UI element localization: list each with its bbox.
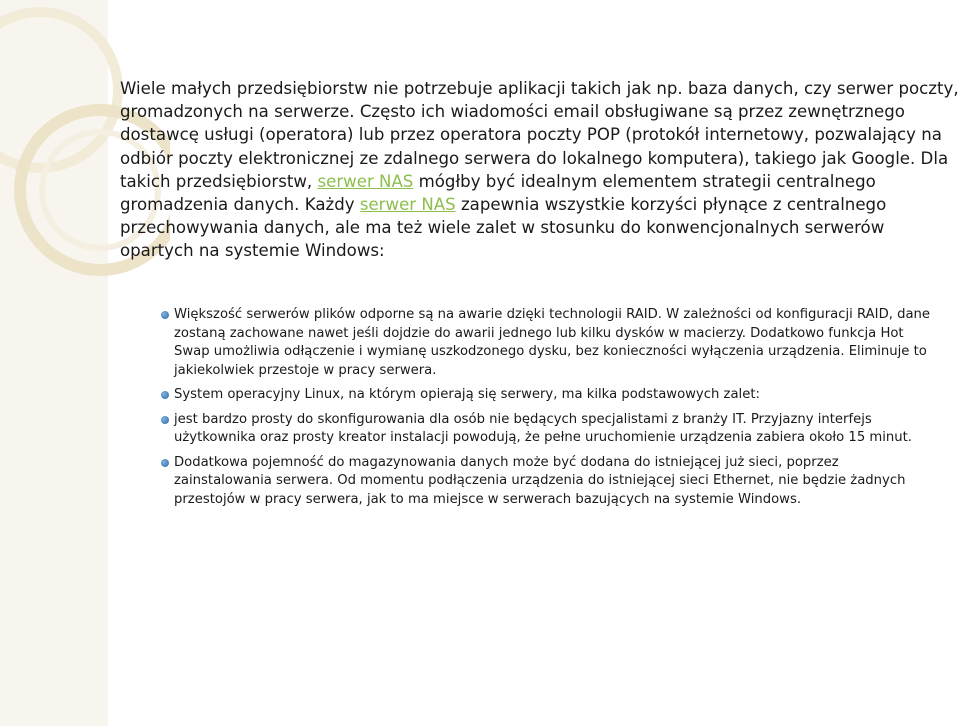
serwer-nas-link-2[interactable]: serwer NAS [359, 195, 456, 215]
list-item-text: System operacyjny Linux, na którym opierają się serwery, ma kilka podstawowych zalet: [174, 387, 760, 402]
list-item [160, 306, 940, 380]
bullet-dot-icon [161, 391, 169, 399]
list-item [160, 411, 940, 448]
list-item [160, 454, 940, 510]
bullet-dot-icon [161, 311, 169, 319]
list-item-text: jest bardzo prosty do skonfigurowania dla osób nie będących specjalistami z branży IT. Przyjazny interfejs użytkownika oraz prosty kreator instalacji powodują, że pełne uruchomienie urządzenia zabiera około 15 minut. [174, 411, 912, 445]
list-item [160, 386, 940, 405]
list-item-text: Większość serwerów plików odporne są na awarie dzięki technologii RAID. W zależności od konfiguracji RAID, dane zostaną zachowane nawet jeśli dojdzie do awarii jednego lub kilku dysków w macierzy. Dodatkowo funkcja Hot Swap umożliwia odłączenie i wymianę uszkodzonego dysku, bez konieczności wyłączenia urządzenia. Eliminuje to jakiekolwiek przestoje w pracy serwera. [174, 307, 931, 378]
advantages-list [160, 306, 940, 515]
bullet-dot-icon [161, 416, 169, 424]
intro-text-3: zapewnia wszystkie korzyści płynące z centralnego przechowywania danych, ale ma też wiele zalet w stosunku do konwencjonalnych serwerów opartych na systemie Windows: [120, 195, 887, 261]
bullet-dot-icon [161, 459, 169, 467]
intro-text-2: mógłby być idealnym elementem strategii centralnego gromadzenia danych. Każdy [120, 171, 876, 215]
intro-paragraph [120, 77, 960, 263]
serwer-nas-link-1[interactable]: serwer NAS [317, 171, 414, 191]
list-item-text: Dodatkowa pojemność do magazynowania danych może być dodana do istniejącej już sieci, poprzez zainstalowania serwera. Od momentu podłączenia urządzenia do istniejącej sieci Ethernet, nie będzie żadnych przestojów w pracy serwera, jak to ma miejsce w serwerach bazujących na systemie Windows. [174, 454, 906, 507]
ring-outer-top [0, 12, 118, 168]
intro-text-1: Wiele małych przedsiębiorstw nie potrzebuje aplikacji takich jak np. baza danych, czy serwer poczty, gromadzonych na serwerze. Często ich wiadomości email obsługiwane są przez zewnętrznego dostawcę usługi (operatora) lub przez operatora poczty POP (protokół internetowy, pozwalający na odbiór poczty elektronicznej ze zdalnego serwera do lokalnego komputera), takiego jak Google. Dla takich przedsiębiorstw, [120, 79, 959, 191]
